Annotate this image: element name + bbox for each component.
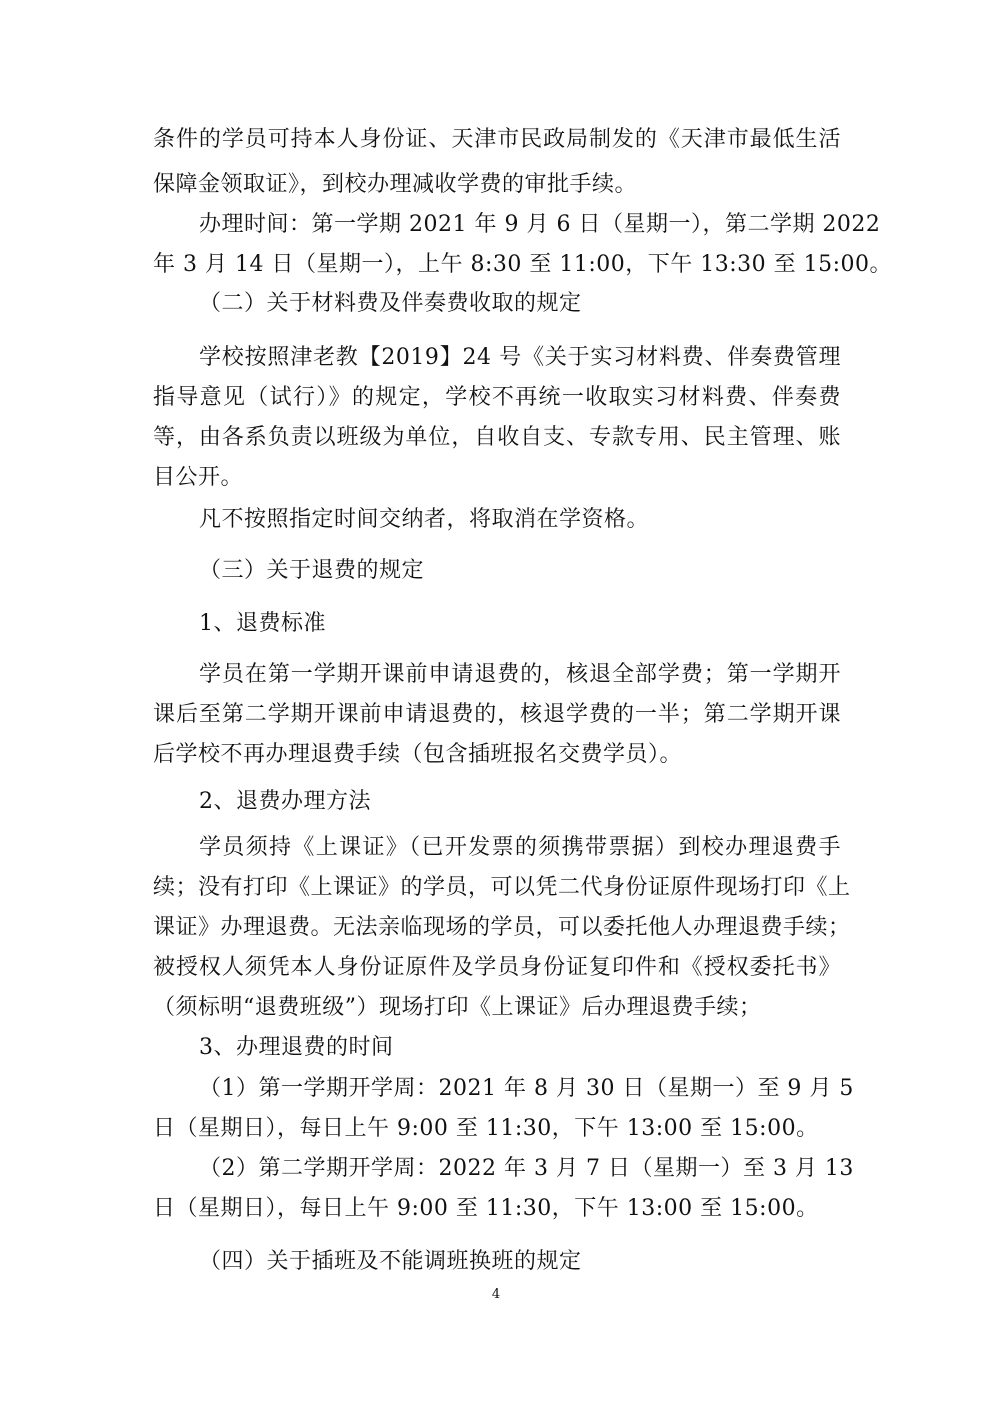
text-line: （须标明“退费班级”）现场打印《上课证》后办理退费手续； (153, 995, 762, 1020)
text-line: 保障金领取证》，到校办理减收学费的审批手续。 (153, 172, 638, 197)
text-line: 日（星期日），每日上午 9:00 至 11:30，下午 13:00 至 15:00。 (153, 1196, 819, 1221)
text-line: 学员须持《上课证》（已开发票的须携带票据）到校办理退费手 (199, 835, 841, 860)
page-number: 4 (491, 1287, 501, 1302)
text-line: 后学校不再办理退费手续（包含插班报名交费学员）。 (153, 742, 683, 767)
text-line: （2）第二学期开学周：2022 年 3 月 7 日（星期一）至 3 月 13 (199, 1156, 854, 1181)
text-line: 指导意见（试行）》的规定，学校不再统一收取实习材料费、伴奏费 (153, 385, 841, 410)
text-line: 目公开。 (153, 465, 244, 490)
section-heading: （二）关于材料费及伴奏费收取的规定 (199, 291, 582, 316)
text-line: 课证》办理退费。无法亲临现场的学员，可以委托他人办理退费手续； (153, 915, 851, 940)
text-line: 学员在第一学期开课前申请退费的，核退全部学费；第一学期开 (199, 662, 841, 687)
text-line: 条件的学员可持本人身份证、天津市民政局制发的《天津市最低生活 (153, 127, 841, 152)
section-heading: （四）关于插班及不能调班换班的规定 (199, 1249, 582, 1274)
text-line: 续；没有打印《上课证》的学员，可以凭二代身份证原件现场打印《上 (153, 875, 851, 900)
text-line: 等，由各系负责以班级为单位，自收自支、专款专用、民主管理、账 (153, 425, 841, 450)
text-line: 年 3 月 14 日（星期一），上午 8:30 至 11:00，下午 13:30 至 15:00。 (153, 252, 893, 277)
text-line: 学校按照津老教【2019】24 号《关于实习材料费、伴奏费管理 (199, 345, 841, 370)
text-line: 凡不按照指定时间交纳者，将取消在学资格。 (199, 507, 650, 532)
subsection-heading: 1、退费标准 (199, 611, 326, 636)
text-line: 被授权人须凭本人身份证原件及学员身份证复印件和《授权委托书》 (153, 955, 841, 980)
text-line: 课后至第二学期开课前申请退费的，核退学费的一半；第二学期开课 (153, 702, 841, 727)
text-line: （1）第一学期开学周：2021 年 8 月 30 日（星期一）至 9 月 5 (199, 1076, 854, 1101)
subsection-heading: 3、办理退费的时间 (199, 1035, 394, 1060)
text-line: 办理时间：第一学期 2021 年 9 月 6 日（星期一），第二学期 2022 (199, 212, 881, 237)
subsection-heading: 2、退费办理方法 (199, 789, 371, 814)
section-heading: （三）关于退费的规定 (199, 558, 425, 583)
text-line: 日（星期日），每日上午 9:00 至 11:30，下午 13:00 至 15:00。 (153, 1116, 819, 1141)
